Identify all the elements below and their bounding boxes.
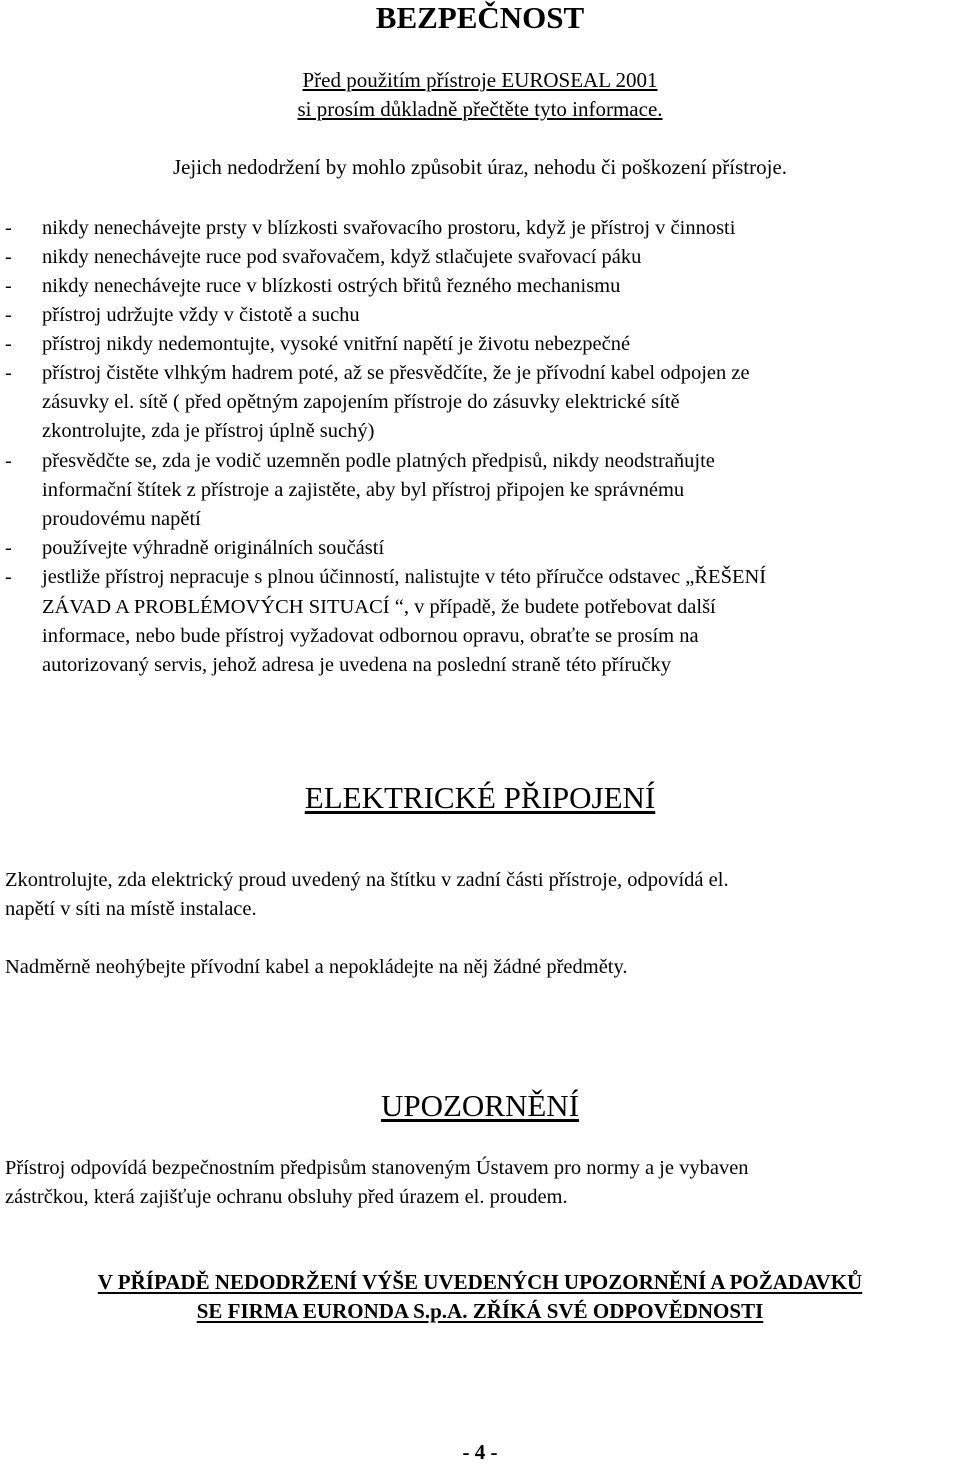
list-bullet: - bbox=[5, 450, 12, 472]
notice-title: UPOZORNĚNÍ bbox=[380, 1088, 580, 1123]
electrical-para2: Nadměrně neohýbejte přívodní kabel a nepokládejte na něj žádné předměty. bbox=[5, 956, 628, 978]
list-item-continuation: informační štítek z přístroje a zajistěte, aby byl přístroj připojen ke správnému bbox=[42, 479, 685, 501]
page-number: - 4 - bbox=[462, 1440, 498, 1464]
list-item-continuation: informace, nebo bude přístroj vyžadovat odbornou opravu, obraťte se prosím na bbox=[42, 625, 699, 647]
list-bullet: - bbox=[5, 537, 12, 559]
disclaimer-line1: V PŘÍPADĚ NEDODRŽENÍ VÝŠE UVEDENÝCH UPOZORNĚNÍ A POŽADAVKŮ bbox=[97, 1270, 863, 1294]
list-item-continuation: zásuvky el. sítě ( před opětným zapojením přístroje do zásuvky elektrické sítě bbox=[42, 391, 680, 413]
list-bullet: - bbox=[5, 304, 12, 326]
safety-intro-line1: Před použitím přístroje EUROSEAL 2001 bbox=[302, 68, 658, 92]
list-item: nikdy nenechávejte ruce pod svařovačem, když stlačujete svařovací páku bbox=[42, 246, 642, 268]
disclaimer-line2: SE FIRMA EURONDA S.p.A. ZŘÍKÁ SVÉ ODPOVĚDNOSTI bbox=[196, 1299, 764, 1323]
list-bullet: - bbox=[5, 275, 12, 297]
list-item: používejte výhradně originálních součástí bbox=[42, 537, 385, 559]
notice-line2: zástrčkou, která zajišťuje ochranu obsluhy před úrazem el. proudem. bbox=[5, 1186, 568, 1208]
electrical-para1-line2: napětí v síti na místě instalace. bbox=[5, 898, 257, 920]
safety-warning: Jejich nedodržení by mohlo způsobit úraz, nehodu či poškození přístroje. bbox=[172, 155, 788, 179]
list-item: přístroj udržujte vždy v čistotě a suchu bbox=[42, 304, 360, 326]
list-item: jestliže přístroj nepracuje s plnou účinností, nalistujte v této příručce odstavec „ŘEŠENÍ bbox=[42, 566, 767, 588]
safety-title: BEZPEČNOST bbox=[375, 0, 585, 35]
electrical-para1-line1: Zkontrolujte, zda elektrický proud uvedený na štítku v zadní části přístroje, odpovídá el. bbox=[5, 869, 729, 891]
list-bullet: - bbox=[5, 217, 12, 239]
list-item-continuation: zkontrolujte, zda je přístroj úplně suchý) bbox=[42, 420, 375, 442]
list-item: přesvědčte se, zda je vodič uzemněn podle platných předpisů, nikdy neodstraňujte bbox=[42, 450, 715, 472]
list-bullet: - bbox=[5, 333, 12, 355]
list-bullet: - bbox=[5, 362, 12, 384]
notice-line1: Přístroj odpovídá bezpečnostním předpisům stanoveným Ústavem pro normy a je vybaven bbox=[5, 1157, 749, 1179]
list-item: přístroj nikdy nedemontujte, vysoké vnitřní napětí je životu nebezpečné bbox=[42, 333, 631, 355]
list-item: nikdy nenechávejte ruce v blízkosti ostrých břitů řezného mechanismu bbox=[42, 275, 621, 297]
list-item: nikdy nenechávejte prsty v blízkosti svařovacího prostoru, když je přístroj v činnosti bbox=[42, 217, 736, 239]
electrical-title: ELEKTRICKÉ PŘIPOJENÍ bbox=[304, 780, 656, 815]
safety-intro-line2: si prosím důkladně přečtěte tyto informace. bbox=[297, 97, 663, 121]
list-item-continuation: ZÁVAD A PROBLÉMOVÝCH SITUACÍ “, v případě, že budete potřebovat další bbox=[42, 596, 716, 618]
list-item-continuation: proudovému napětí bbox=[42, 508, 201, 530]
list-item: přístroj čistěte vlhkým hadrem poté, až se přesvědčíte, že je přívodní kabel odpojen ze bbox=[42, 362, 750, 384]
list-bullet: - bbox=[5, 566, 12, 588]
list-bullet: - bbox=[5, 246, 12, 268]
list-item-continuation: autorizovaný servis, jehož adresa je uvedena na poslední straně této příručky bbox=[42, 654, 672, 676]
